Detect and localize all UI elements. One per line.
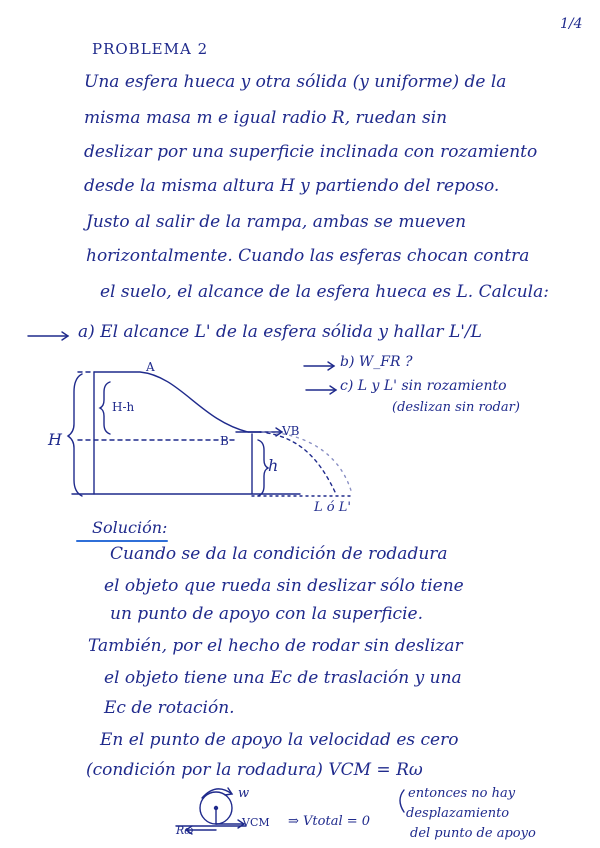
note-line: desplazamiento [406,806,510,821]
label-big-h: H [48,430,62,449]
statement-line: deslizar por una superficie inclinada con rozamiento [84,142,538,162]
solution-line: Ec de rotación. [104,698,235,718]
page-number: 1/4 [560,16,583,32]
solution-line: Cuando se da la condición de rodadura [110,544,448,564]
brace-big-h [68,374,82,496]
label-h-minus-h: H-h [112,400,135,414]
solution-line: un punto de apoyo con la superficie. [110,604,423,624]
note-line: entonces no hay [408,786,516,801]
solution-line: También, por el hecho de rodar sin deslizar [88,636,463,656]
label-vcm: VCM [242,816,270,829]
question-a: a) El alcance L' de la esfera sólida y hallar L'/L [78,322,482,342]
statement-line: Justo al salir de la rampa, ambas se mueven [86,212,467,232]
question-b: b) W_FR ? [340,354,413,370]
solution-label: Solución: [92,518,168,537]
ramp-curve [94,372,248,432]
solution-line: (condición por la rodadura) VCM = Rω [86,760,423,780]
statement-line: el suelo, el alcance de la esfera hueca es L. Calcula: [100,282,549,302]
label-range: L ó L' [314,500,351,515]
note-bracket [400,790,404,812]
solution-line: el objeto tiene una Ec de traslación y una [104,668,462,688]
statement-line: horizontalmente. Cuando las esferas chocan contra [86,246,530,266]
label-small-h: h [268,456,279,475]
statement-line: Una esfera hueca y otra sólida (y uniforme) de la [84,72,507,92]
question-c-note: (deslizan sin rodar) [392,400,520,415]
trajectory-2 [262,432,352,494]
question-c: c) L y L' sin rozamiento [340,378,507,394]
vtotal-equation: ⇒ Vtotal = 0 [288,814,371,829]
label-b: B [220,434,229,448]
brace-h-minus-h [100,382,110,434]
label-vb: VB [282,424,300,438]
statement-line: misma masa m e igual radio R, ruedan sin [84,108,448,128]
trajectory [260,432,336,494]
statement-line: desde la misma altura H y partiendo del reposo. [84,176,500,196]
solution-line: En el punto de apoyo la velocidad es cero [100,730,459,750]
label-omega: w [238,786,250,801]
problem-title: PROBLEMA 2 [92,40,209,58]
note-line: del punto de apoyo [410,826,536,841]
solution-line: el objeto que rueda sin deslizar sólo tiene [104,576,464,596]
label-a: A [146,360,155,374]
brace-small-h [258,440,268,496]
label-r-omega: Rω [176,824,194,837]
